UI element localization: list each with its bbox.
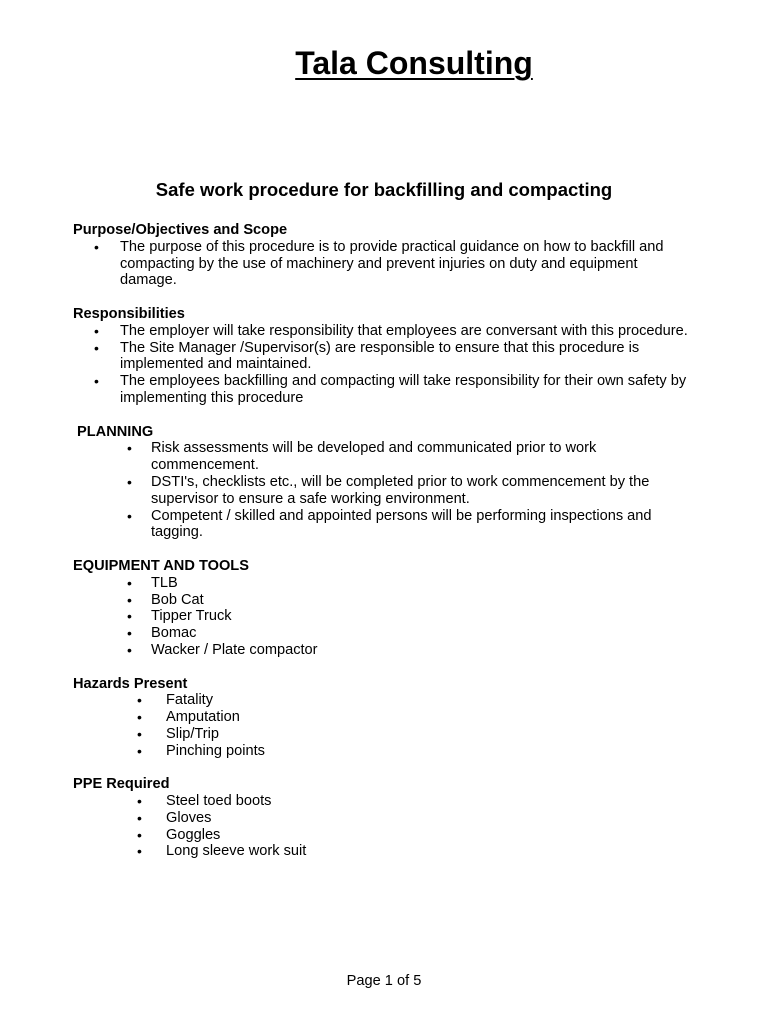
section-planning (73, 424, 693, 542)
bullet-icon: • (94, 373, 99, 390)
list-item (73, 827, 693, 844)
list-item-text: Bomac (151, 625, 197, 642)
section-ppe (73, 776, 693, 860)
list-item-text: Gloves (166, 809, 212, 826)
list-item-text: Amputation (166, 709, 240, 726)
list-item (73, 692, 693, 709)
ppe-list (73, 793, 693, 860)
list-item (73, 810, 693, 827)
bullet-icon: • (127, 507, 132, 524)
equipment-list (73, 575, 693, 659)
list-item (73, 575, 693, 592)
bullet-icon: • (127, 574, 132, 591)
bullet-icon: • (94, 238, 99, 255)
section-heading-hazards: Hazards Present (73, 675, 188, 692)
list-item (73, 323, 693, 340)
list-item (73, 373, 693, 407)
list-item-text: Competent / skilled and appointed persons will be performing inspections and tagging. (151, 507, 652, 541)
bullet-icon: • (127, 625, 132, 642)
section-heading-ppe: PPE Required (73, 776, 170, 793)
list-item (73, 726, 693, 743)
section-heading-purpose: Purpose/Objectives and Scope (73, 222, 288, 238)
responsibilities-list (73, 323, 693, 407)
list-item-text: Goggles (166, 826, 221, 843)
list-item (73, 843, 693, 860)
section-heading-responsibilities: Responsibilities (73, 305, 185, 322)
list-item-text: Slip/Trip (166, 725, 219, 742)
document-body (73, 222, 693, 877)
list-item (73, 642, 693, 659)
document-title: Safe work procedure for backfilling and compacting (155, 179, 613, 200)
list-item-text: The employees backfilling and compacting will take responsibility for their own safety by implementing this procedure (120, 373, 687, 406)
list-item-text: Risk assessments will be developed and communicated prior to work commencement. (151, 440, 597, 474)
bullet-icon: • (127, 591, 132, 608)
purpose-list (73, 239, 693, 289)
section-hazards (73, 676, 693, 760)
list-item-text: TLB (151, 574, 178, 591)
list-item (73, 709, 693, 726)
list-item (73, 793, 693, 810)
bullet-icon: • (137, 725, 142, 742)
bullet-icon: • (127, 440, 132, 457)
bullet-icon: • (137, 843, 142, 860)
list-item-text: The Site Manager /Supervisor(s) are responsible to ensure that this procedure is implemented and maintained. (120, 339, 640, 373)
list-item-text: The purpose of this procedure is to provide practical guidance on how to backfill and compacting by the use of machinery and prevent injuries on duty and equipment damage. (120, 238, 664, 289)
list-item (73, 340, 693, 374)
bullet-icon: • (127, 473, 132, 490)
list-item-text: The employer will take responsibility that employees are conversant with this procedure. (120, 322, 688, 339)
list-item (73, 625, 693, 642)
list-item-text: Tipper Truck (151, 608, 232, 625)
section-equipment (73, 558, 693, 659)
list-item (73, 743, 693, 760)
bullet-icon: • (137, 692, 142, 709)
company-title: Tala Consulting (295, 45, 533, 81)
bullet-icon: • (94, 322, 99, 339)
list-item (73, 608, 693, 625)
bullet-icon: • (137, 793, 142, 810)
bullet-icon: • (127, 641, 132, 658)
section-heading-equipment: EQUIPMENT AND TOOLS (73, 557, 249, 574)
bullet-icon: • (127, 608, 132, 625)
list-item-text: Bob Cat (151, 591, 204, 608)
list-item (73, 474, 693, 508)
list-item-text: Fatality (166, 692, 214, 709)
list-item-text: DSTI's, checklists etc., will be completed prior to work commencement by the supervisor to ensure a safe working environment. (151, 473, 650, 507)
bullet-icon: • (137, 742, 142, 759)
list-item (73, 239, 693, 289)
bullet-icon: • (137, 709, 142, 726)
bullet-icon: • (137, 826, 142, 843)
planning-list (73, 440, 693, 541)
list-item (73, 508, 693, 542)
section-purpose (73, 222, 693, 289)
section-responsibilities (73, 306, 693, 407)
list-item-text: Pinching points (166, 742, 265, 759)
section-heading-planning: PLANNING (77, 423, 154, 440)
list-item-text: Steel toed boots (166, 793, 272, 810)
bullet-icon: • (137, 809, 142, 826)
list-item-text: Wacker / Plate compactor (151, 641, 318, 658)
bullet-icon: • (94, 339, 99, 356)
list-item (73, 440, 693, 474)
list-item (73, 592, 693, 609)
hazards-list (73, 692, 693, 759)
page-number: Page 1 of 5 (346, 973, 422, 989)
list-item-text: Long sleeve work suit (166, 843, 307, 860)
